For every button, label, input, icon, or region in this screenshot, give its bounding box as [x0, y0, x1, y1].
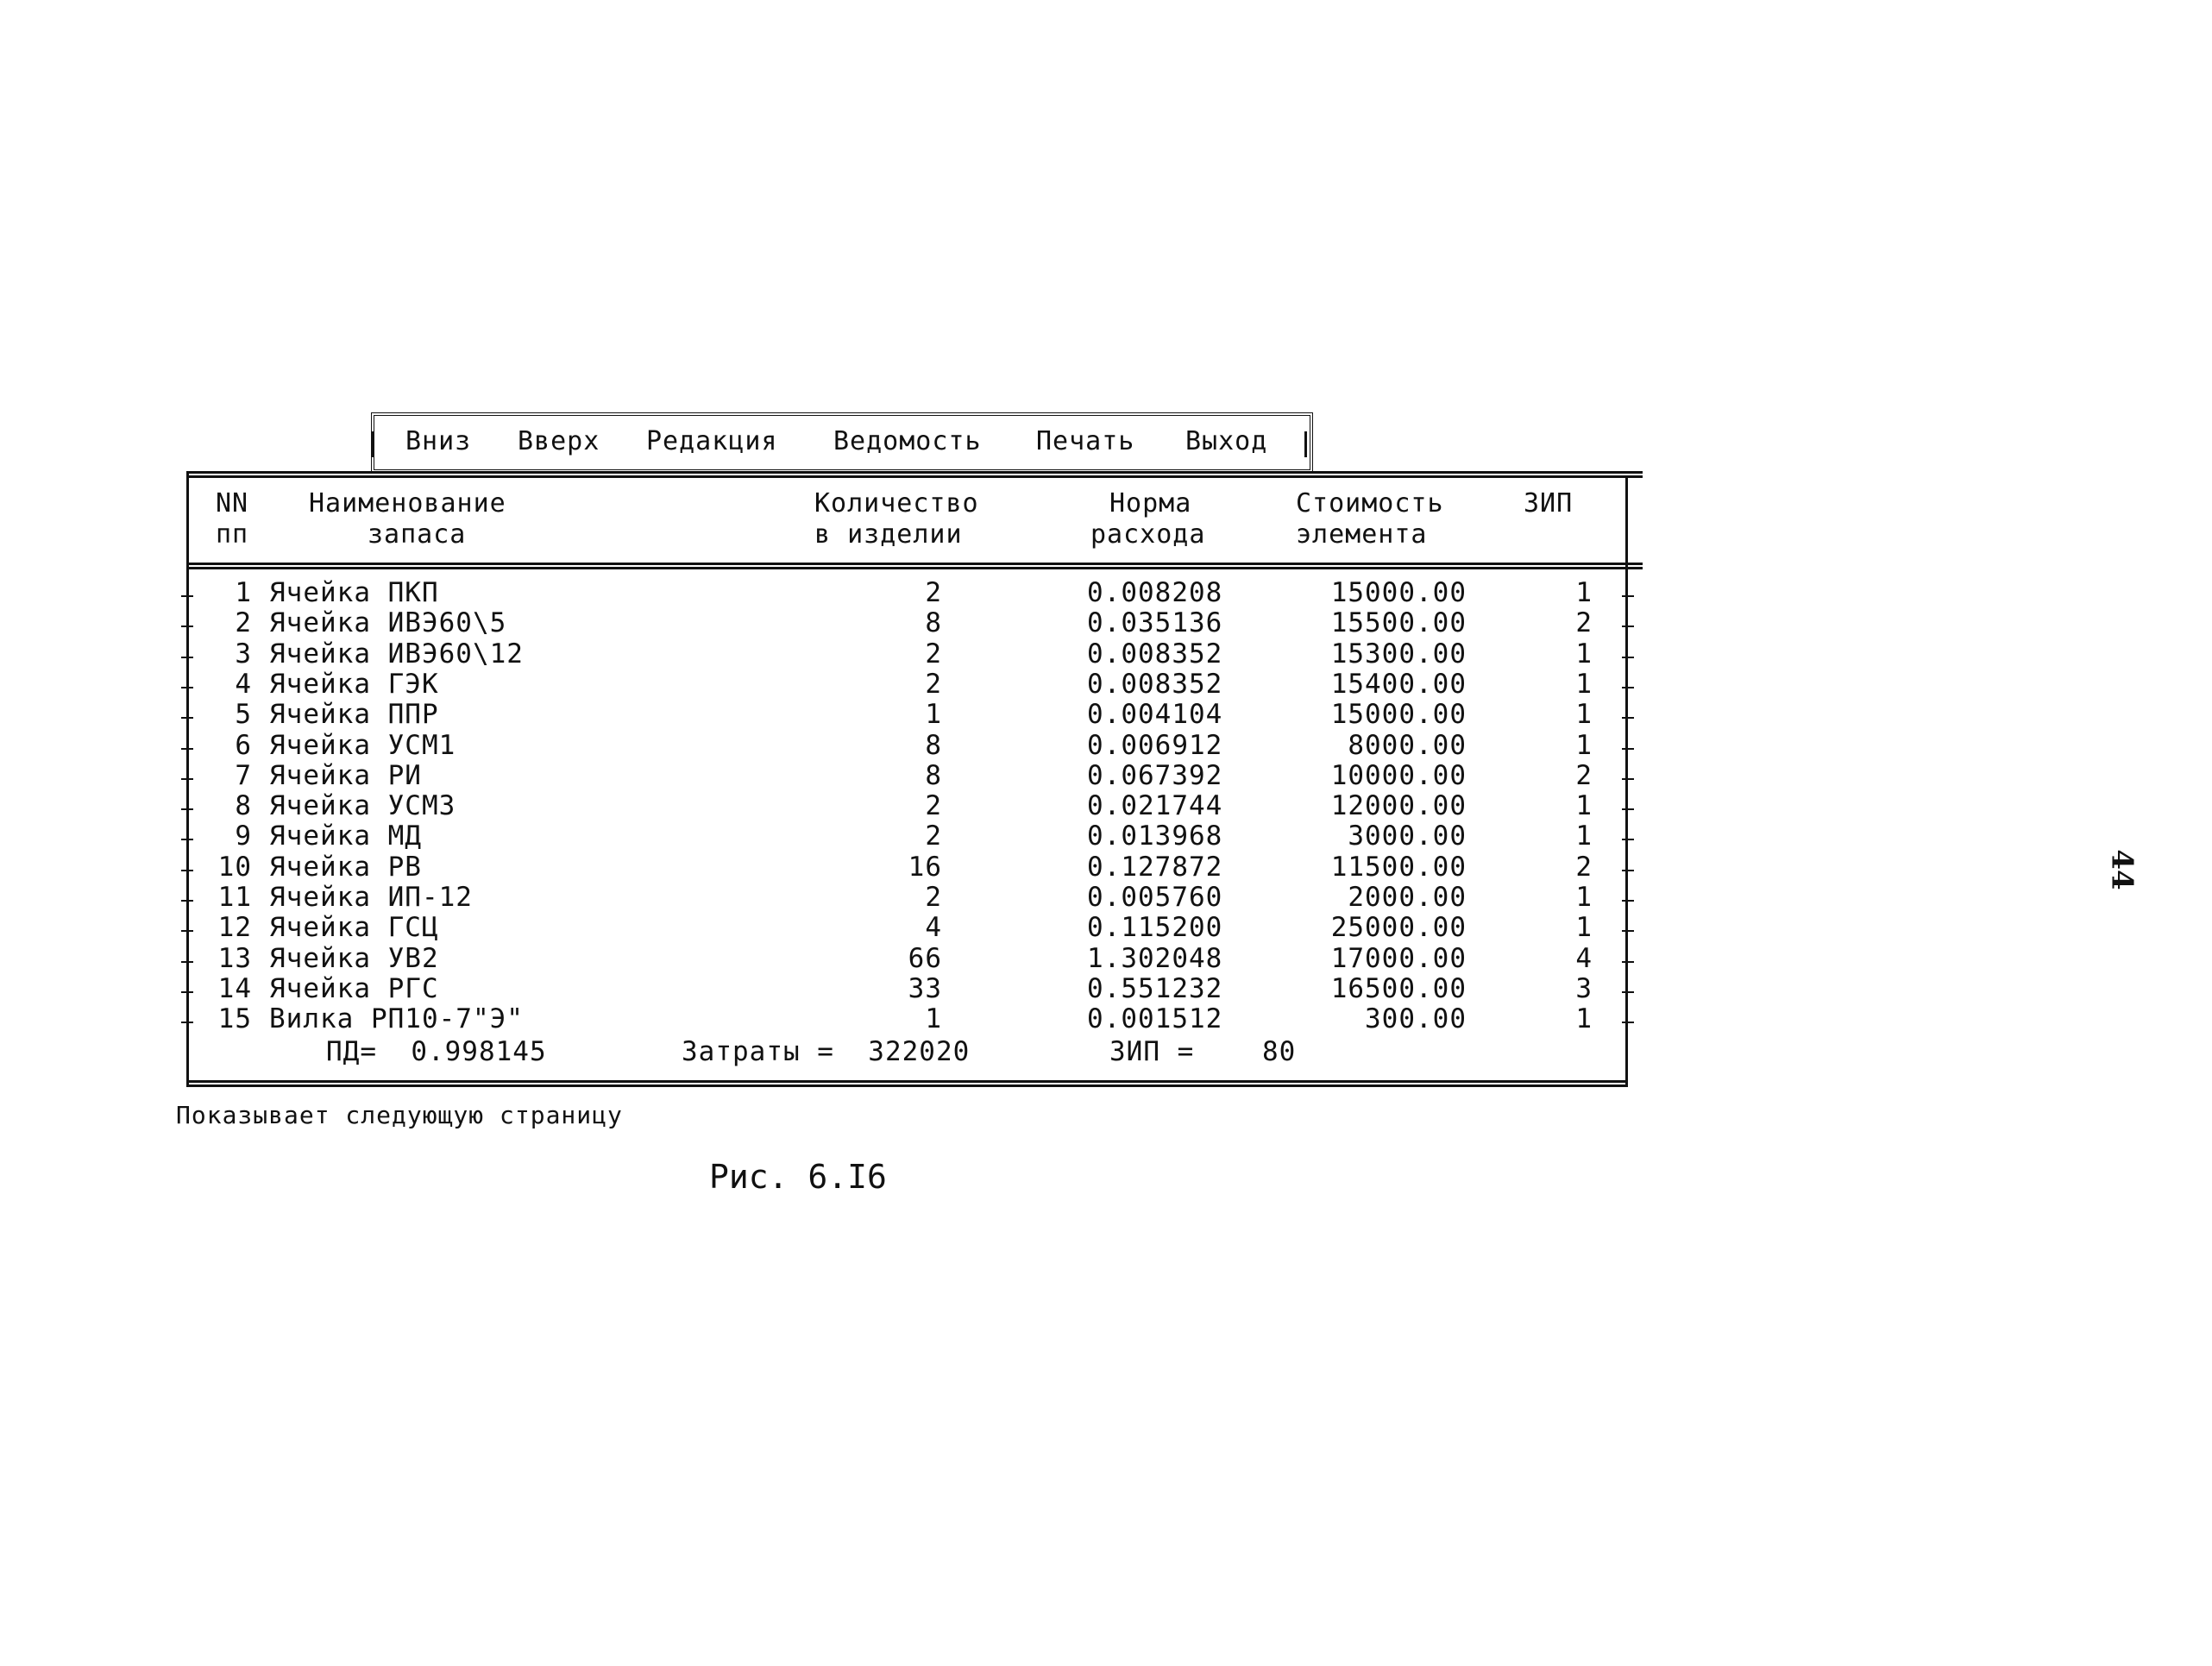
menu-bar	[371, 412, 1313, 473]
row-zip: 1	[1575, 820, 1593, 852]
page-number: 44	[2104, 849, 2140, 890]
frame-tick-left	[181, 687, 193, 688]
menu-item-down[interactable]: Вниз	[405, 426, 472, 456]
frame-tick-right	[1622, 930, 1634, 932]
row-zip: 1	[1575, 638, 1593, 670]
menu-item-edit[interactable]: Редакция	[646, 426, 778, 456]
row-cost: 11500.00	[1330, 852, 1467, 883]
frame-tick-left	[181, 839, 193, 840]
row-zip: 2	[1575, 760, 1593, 791]
row-name: Ячейка РГС	[269, 973, 439, 1004]
summary-pd: ПД= 0.998145	[326, 1036, 547, 1067]
table-frame-top	[186, 471, 1643, 478]
row-cost: 16500.00	[1330, 973, 1467, 1004]
row-zip: 1	[1575, 790, 1593, 821]
row-number: 11	[217, 882, 252, 913]
header-name: Наименование	[309, 488, 506, 519]
row-name: Ячейка ГЭК	[269, 669, 439, 700]
row-norm: 0.008352	[1087, 669, 1223, 700]
row-quantity: 2	[925, 882, 942, 913]
row-name: Ячейка ПКП	[269, 577, 439, 608]
row-number: 8	[235, 790, 252, 821]
row-zip: 1	[1575, 882, 1593, 913]
row-name: Ячейка УСМ3	[269, 790, 456, 821]
frame-tick-right	[1622, 778, 1634, 780]
menu-item-report[interactable]: Ведомость	[833, 426, 982, 456]
row-quantity: 8	[925, 730, 942, 761]
menu-left-bracket	[371, 431, 384, 457]
row-name: Ячейка УВ2	[269, 943, 439, 974]
row-norm: 0.001512	[1087, 1003, 1223, 1034]
row-cost: 2000.00	[1348, 882, 1467, 913]
frame-tick-right	[1622, 839, 1634, 840]
frame-tick-right	[1622, 900, 1634, 902]
row-name: Ячейка ИП-12	[269, 882, 473, 913]
frame-tick-left	[181, 991, 193, 993]
row-quantity: 66	[908, 943, 942, 974]
row-name: Ячейка РИ	[269, 760, 422, 791]
summary-costs: Затраты = 322020	[682, 1036, 971, 1067]
header-quantity-sub: в изделии	[814, 519, 963, 550]
row-norm: 0.008208	[1087, 577, 1223, 608]
frame-tick-right	[1622, 991, 1634, 993]
menu-right-bracket	[1304, 431, 1317, 457]
row-cost: 15000.00	[1330, 577, 1467, 608]
row-number: 10	[217, 852, 252, 883]
row-zip: 4	[1575, 943, 1593, 974]
summary-zip: ЗИП = 80	[1109, 1036, 1297, 1067]
row-norm: 0.008352	[1087, 638, 1223, 670]
row-quantity: 1	[925, 1003, 942, 1034]
header-nn: NN	[216, 488, 249, 519]
row-quantity: 4	[925, 912, 942, 943]
table-frame-right	[1625, 476, 1628, 1087]
row-number: 6	[235, 730, 252, 761]
row-norm: 0.013968	[1087, 820, 1223, 852]
row-name: Ячейка УСМ1	[269, 730, 456, 761]
menu-item-up[interactable]: Вверх	[518, 426, 600, 456]
frame-tick-right	[1622, 808, 1634, 810]
row-quantity: 8	[925, 760, 942, 791]
frame-tick-right	[1622, 748, 1634, 750]
row-zip: 1	[1575, 730, 1593, 761]
header-name-sub: запаса	[368, 519, 467, 550]
row-number: 12	[217, 912, 252, 943]
header-cost-sub: элемента	[1296, 519, 1428, 550]
row-quantity: 2	[925, 790, 942, 821]
row-norm: 0.115200	[1087, 912, 1223, 943]
frame-tick-right	[1622, 626, 1634, 627]
frame-tick-right	[1622, 687, 1634, 688]
row-quantity: 2	[925, 638, 942, 670]
row-zip: 1	[1575, 699, 1593, 730]
row-cost: 3000.00	[1348, 820, 1467, 852]
row-cost: 15400.00	[1330, 669, 1467, 700]
row-number: 13	[217, 943, 252, 974]
row-number: 2	[235, 607, 252, 638]
row-number: 14	[217, 973, 252, 1004]
row-cost: 8000.00	[1348, 730, 1467, 761]
row-cost: 15500.00	[1330, 607, 1467, 638]
row-number: 7	[235, 760, 252, 791]
row-norm: 1.302048	[1087, 943, 1223, 974]
table-header-divider	[186, 563, 1643, 569]
frame-tick-right	[1622, 1022, 1634, 1023]
header-cost: Стоимость	[1296, 488, 1444, 519]
frame-tick-right	[1622, 657, 1634, 658]
row-quantity: 33	[908, 973, 942, 1004]
frame-tick-right	[1622, 595, 1634, 597]
row-quantity: 2	[925, 669, 942, 700]
row-quantity: 2	[925, 577, 942, 608]
row-cost: 10000.00	[1330, 760, 1467, 791]
row-name: Вилка РП10-7"Э"	[269, 1003, 524, 1034]
menu-item-exit[interactable]: Выход	[1185, 426, 1268, 456]
row-name: Ячейка ИВЭ60\5	[269, 607, 507, 638]
row-cost: 15000.00	[1330, 699, 1467, 730]
row-number: 3	[235, 638, 252, 670]
row-cost: 15300.00	[1330, 638, 1467, 670]
row-norm: 0.004104	[1087, 699, 1223, 730]
row-zip: 1	[1575, 912, 1593, 943]
frame-tick-left	[181, 595, 193, 597]
row-norm: 0.067392	[1087, 760, 1223, 791]
row-norm: 0.127872	[1087, 852, 1223, 883]
row-quantity: 8	[925, 607, 942, 638]
row-zip: 3	[1575, 973, 1593, 1004]
frame-tick-left	[181, 748, 193, 750]
frame-tick-left	[181, 961, 193, 963]
header-norm: Норма	[1109, 488, 1192, 519]
row-zip: 1	[1575, 1003, 1593, 1034]
frame-tick-left	[181, 900, 193, 902]
row-zip: 1	[1575, 577, 1593, 608]
row-norm: 0.006912	[1087, 730, 1223, 761]
frame-tick-right	[1622, 961, 1634, 963]
row-norm: 0.551232	[1087, 973, 1223, 1004]
header-nn-sub: пп	[216, 519, 249, 550]
row-norm: 0.035136	[1087, 607, 1223, 638]
frame-tick-left	[181, 930, 193, 932]
frame-tick-left	[181, 870, 193, 871]
row-cost: 25000.00	[1330, 912, 1467, 943]
row-number: 9	[235, 820, 252, 852]
row-number: 15	[217, 1003, 252, 1034]
header-quantity: Количество	[814, 488, 979, 519]
row-quantity: 1	[925, 699, 942, 730]
frame-tick-left	[181, 1022, 193, 1023]
row-number: 5	[235, 699, 252, 730]
frame-tick-left	[181, 778, 193, 780]
row-zip: 2	[1575, 607, 1593, 638]
header-zip: ЗИП	[1524, 488, 1574, 519]
row-cost: 300.00	[1365, 1003, 1467, 1034]
row-norm: 0.021744	[1087, 790, 1223, 821]
figure-caption: Рис. 6.I6	[709, 1158, 887, 1196]
frame-tick-left	[181, 808, 193, 810]
header-norm-sub: расхода	[1090, 519, 1206, 550]
row-number: 4	[235, 669, 252, 700]
row-name: Ячейка ГСЦ	[269, 912, 439, 943]
row-quantity: 16	[908, 852, 942, 883]
status-line: Показывает следующую страницу	[176, 1101, 623, 1129]
row-norm: 0.005760	[1087, 882, 1223, 913]
frame-tick-right	[1622, 717, 1634, 719]
frame-tick-right	[1622, 870, 1634, 871]
frame-tick-left	[181, 717, 193, 719]
row-name: Ячейка ИВЭ60\12	[269, 638, 524, 670]
menu-item-print[interactable]: Печать	[1036, 426, 1135, 456]
row-name: Ячейка МД	[269, 820, 422, 852]
row-quantity: 2	[925, 820, 942, 852]
row-zip: 2	[1575, 852, 1593, 883]
row-cost: 12000.00	[1330, 790, 1467, 821]
row-name: Ячейка ППР	[269, 699, 439, 730]
row-cost: 17000.00	[1330, 943, 1467, 974]
row-zip: 1	[1575, 669, 1593, 700]
frame-tick-left	[181, 657, 193, 658]
row-name: Ячейка РВ	[269, 852, 422, 883]
table-frame-bottom	[186, 1080, 1627, 1087]
row-number: 1	[235, 577, 252, 608]
frame-tick-left	[181, 626, 193, 627]
